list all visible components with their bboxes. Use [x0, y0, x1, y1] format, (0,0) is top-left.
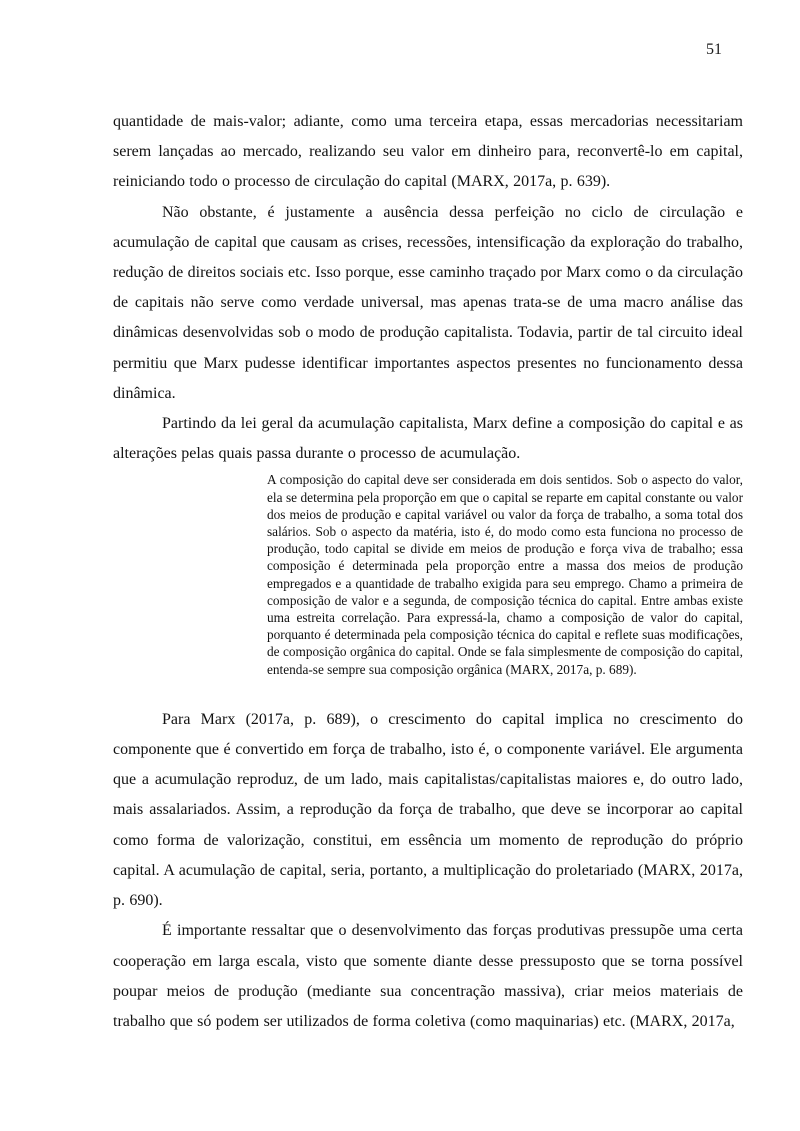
paragraph-partindo: Partindo da lei geral da acumulação capitalista, Marx define a composição do capital e as alterações pelas quais passa durante o processo de acumulação.: [113, 415, 743, 463]
page-content: [113, 107, 743, 1037]
paragraph-e-importante: É importante ressaltar que o desenvolvimento das forças produtivas pressupõe uma certa cooperação em larga escala, visto que somente diante desse pressuposto que se torna possível poupar meios de produção (mediante sua concentração massiva), criar meios materiais de trabalho que só podem ser utilizados de forma coletiva (como maquinarias) etc. (MARX, 2017a,: [113, 922, 743, 1030]
marx-blockquote: A composição do capital deve ser considerada em dois sentidos. Sob o aspecto do valor, ela se determina pela proporção em que o capital se reparte em capital constante ou valor dos meios de produção e capital variável ou valor da força de trabalho, a soma total dos salários. Sob o aspecto da matéria, isto é, do modo como esta funciona no processo de produção, todo capital se divide em meios de produção e força viva de trabalho; essa composição é determinada pela proporção entre a massa dos meios de produção empregados e a quantidade de trabalho exigida para seu emprego. Chamo a primeira de composição de valor e a segunda, de composição técnica do capital. Entre ambas existe uma estreita correlação. Para expressá-la, chamo a composição de valor do capital, porquanto é determinada pela composição técnica do capital e reflete suas modificações, de composição orgânica do capital. Onde se fala simplesmente de composição do capital, entenda-se sempre sua composição orgânica (MARX, 2017a, p. 689).: [267, 472, 743, 677]
paragraph-continuation: quantidade de mais-valor; adiante, como uma terceira etapa, essas mercadorias necessitariam serem lançadas ao mercado, realizando seu valor em dinheiro para, reconvertê-lo em capital, reiniciando todo o processo de circulação do capital (MARX, 2017a, p. 639).: [113, 113, 743, 191]
paragraph-nao-obstante: Não obstante, é justamente a ausência dessa perfeição no ciclo de circulação e acumulação de capital que causam as crises, recessões, intensificação da exploração do trabalho, redução de direitos sociais etc. Isso porque, esse caminho traçado por Marx como o da circulação de capitais não serve como verdade universal, mas apenas trata-se de uma macro análise das dinâmicas desenvolvidas sob o modo de produção capitalista. Todavia, partir de tal circuito ideal permitiu que Marx pudesse identificar importantes aspectos presentes no funcionamento dessa dinâmica.: [113, 203, 743, 402]
paragraph-para-marx: Para Marx (2017a, p. 689), o crescimento do capital implica no crescimento do componente que é convertido em força de trabalho, isto é, o componente variável. Ele argumenta que a acumulação reproduz, de um lado, mais capitalistas/capitalistas maiores e, do outro lado, mais assalariados. Assim, a reprodução da força de trabalho, que deve se incorporar ao capital como forma de valorização, constitui, em essência um momento de reprodução do próprio capital. A acumulação de capital, seria, portanto, a multiplicação do proletariado (MARX, 2017a, p. 690).: [113, 710, 743, 910]
page-number: 51: [706, 41, 722, 58]
